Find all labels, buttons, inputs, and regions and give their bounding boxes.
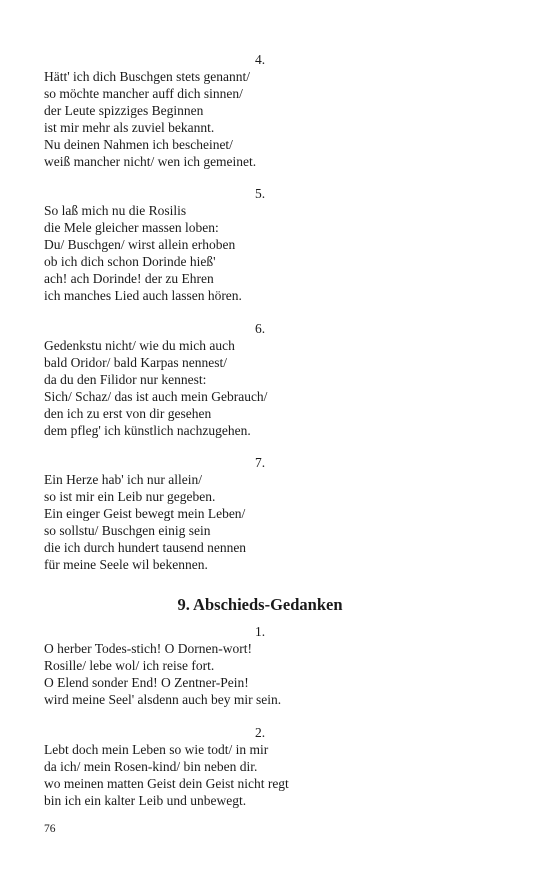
verse-line: bin ich ein kalter Leib und unbewegt. xyxy=(44,793,247,808)
verse-line: Sich/ Schaz/ das ist auch mein Gebrauch/ xyxy=(44,389,268,404)
stanza-number: 5. xyxy=(254,186,266,201)
verse-line: Ein Herze hab' ich nur allein/ xyxy=(44,472,202,487)
verse-line: O herber Todes-stich! O Dornen-wort! xyxy=(44,641,252,656)
verse-line: Rosille/ lebe wol/ ich reise fort. xyxy=(44,658,215,673)
verse-line: für meine Seele wil bekennen. xyxy=(44,557,208,572)
poem-title: 9. Abschieds-Gedanken xyxy=(177,595,343,614)
verse-line: da ich/ mein Rosen-kind/ bin neben dir. xyxy=(44,759,258,774)
verse-line: wird meine Seel' alsdenn auch bey mir sein. xyxy=(44,692,282,707)
verse-line: weiß mancher nicht/ wen ich gemeinet. xyxy=(44,154,257,169)
verse-line: ach! ach Dorinde! der zu Ehren xyxy=(44,271,214,286)
page-number: 76 xyxy=(44,823,56,835)
verse-line: so möchte mancher auff dich sinnen/ xyxy=(44,86,243,101)
verse-line: wo meinen matten Geist dein Geist nicht regt xyxy=(44,776,289,791)
stanza-number: 2. xyxy=(254,725,266,740)
verse-line: Lebt doch mein Leben so wie todt/ in mir xyxy=(44,742,269,757)
verse-line: dem pfleg' ich künstlich nachzugehen. xyxy=(44,423,251,438)
verse-line: ich manches Lied auch lassen hören. xyxy=(44,288,242,303)
verse-line: Nu deinen Nahmen ich bescheinet/ xyxy=(44,137,233,152)
verse-line: O Elend sonder End! O Zentner-Pein! xyxy=(44,675,249,690)
verse-line: die ich durch hundert tausend nennen xyxy=(44,540,247,555)
stanza-number: 6. xyxy=(254,321,266,336)
verse-line: Hätt' ich dich Buschgen stets genannt/ xyxy=(44,69,251,84)
verse-line: so ist mir ein Leib nur gegeben. xyxy=(44,489,216,504)
verse-line: so sollstu/ Buschgen einig sein xyxy=(44,523,211,538)
verse-line: Ein einger Geist bewegt mein Leben/ xyxy=(44,506,246,521)
verse-line: den ich zu erst von dir gesehen xyxy=(44,406,212,421)
verse-line: ist mir mehr als zuviel bekannt. xyxy=(44,120,215,135)
verse-line: bald Oridor/ bald Karpas nennest/ xyxy=(44,355,227,370)
verse-line: Du/ Buschgen/ wirst allein erhoben xyxy=(44,237,236,252)
verse-line: So laß mich nu die Rosilis xyxy=(44,203,187,218)
verse-line: ob ich dich schon Dorinde hieß' xyxy=(44,254,216,269)
stanza-number: 4. xyxy=(254,52,266,67)
verse-line: Gedenkstu nicht/ wie du mich auch xyxy=(44,338,235,353)
stanza-number: 7. xyxy=(254,455,266,470)
verse-line: die Mele gleicher massen loben: xyxy=(44,220,219,235)
stanza-number: 1. xyxy=(254,624,266,639)
verse-line: da du den Filidor nur kennest: xyxy=(44,372,207,387)
verse-line: der Leute spizziges Beginnen xyxy=(44,103,204,118)
